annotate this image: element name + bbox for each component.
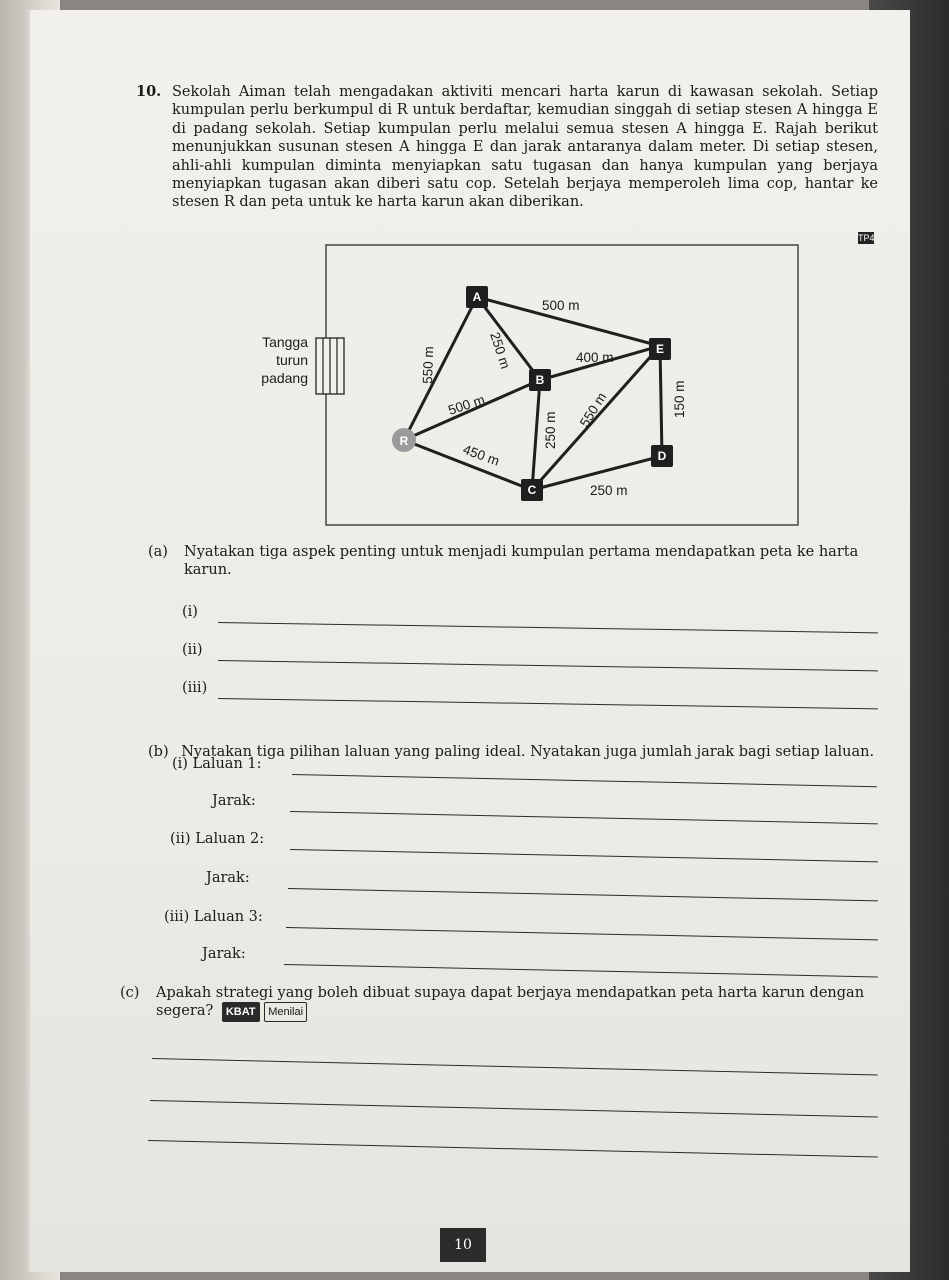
part-b-label: (b)	[148, 744, 169, 760]
node-r	[392, 428, 416, 452]
menilai-badge: Menilai	[264, 1002, 307, 1022]
part-c	[120, 984, 880, 1022]
node-c	[521, 479, 543, 501]
distance-a-r: 550 m	[420, 346, 437, 385]
kbat-badge: KBAT	[222, 1002, 260, 1022]
distance-1-label: Jarak:	[212, 793, 256, 809]
distance-b-c: 250 m	[543, 411, 558, 449]
distance-c-d: 250 m	[590, 483, 628, 498]
node-a	[466, 286, 488, 308]
route-1-label: (i) Laluan 1:	[172, 756, 262, 772]
svg-text:B: B	[535, 373, 545, 387]
page-number: 10	[440, 1228, 486, 1262]
part-c-label: (c)	[120, 985, 140, 1001]
part-c-text: Apakah strategi yang boleh dibuat supaya dapat berjaya mendapatkan peta harta karun dengan segera?	[156, 985, 865, 1019]
svg-text:E: E	[655, 342, 665, 356]
distance-b-r: 500 m	[446, 391, 487, 418]
distance-a-e: 500 m	[542, 298, 580, 313]
svg-text:C: C	[527, 483, 537, 497]
part-a-item-1: (i)	[182, 604, 198, 620]
question-text: Sekolah Aiman telah mengadakan aktiviti mencari harta karun di kawasan sekolah. Setiap kumpulan perlu berkumpul di R untuk berdaftar, kemudian singgah di setiap stesen A hingga E di padang sekolah. Setiap kumpulan perlu melalui semua stesen A hingga E. Rajah berikut menunjukkan susunan stesen A hingga E dan jarak antaranya dalam meter. Di setiap stesen, ahli-ahli kumpulan diminta menyiapkan satu tugasan dan hanya kumpulan yang berjaya menyiapkan tugasan akan diberi satu cop. Setelah berjaya memperoleh lima cop, hantar ke stesen R dan peta untuk ke harta karun akan diberikan.	[172, 84, 878, 211]
stairs-label: Tangga turun padang	[261, 334, 308, 386]
part-a	[148, 543, 878, 579]
part-a-item-3: (iii)	[182, 680, 208, 696]
svg-text:R: R	[399, 434, 409, 448]
distance-3-label: Jarak:	[202, 946, 246, 962]
part-a-label: (a)	[148, 544, 168, 560]
svg-text:A: A	[472, 290, 482, 304]
route-3-label: (iii) Laluan 3:	[164, 909, 263, 925]
node-b	[529, 369, 551, 391]
edge-b-c	[532, 380, 540, 490]
node-d	[651, 445, 673, 467]
question-number: 10.	[136, 83, 162, 100]
distance-a-b: 250 m	[487, 330, 514, 371]
part-a-text: Nyatakan tiga aspek penting untuk menjadi kumpulan pertama mendapatkan peta ke harta karun.	[184, 544, 859, 578]
edge-a-b	[477, 297, 540, 380]
svg-text:D: D	[657, 449, 667, 463]
distance-b-e: 400 m	[576, 350, 614, 365]
route-2-label: (ii) Laluan 2:	[170, 831, 265, 847]
part-a-item-2: (ii)	[182, 642, 203, 658]
node-e	[649, 338, 671, 360]
distance-r-c: 450 m	[460, 441, 502, 469]
tp-level-icon: TP4	[858, 233, 875, 243]
stairs-icon	[316, 338, 344, 394]
edge-e-d	[660, 346, 662, 456]
distance-2-label: Jarak:	[206, 870, 250, 886]
distance-c-e: 550 m	[576, 389, 610, 430]
part-b-text: Nyatakan tiga pilihan laluan yang paling ideal. Nyatakan juga jumlah jarak bagi setiap laluan.	[181, 744, 875, 760]
distance-e-d: 150 m	[672, 380, 687, 418]
edge-a-r	[404, 297, 477, 440]
